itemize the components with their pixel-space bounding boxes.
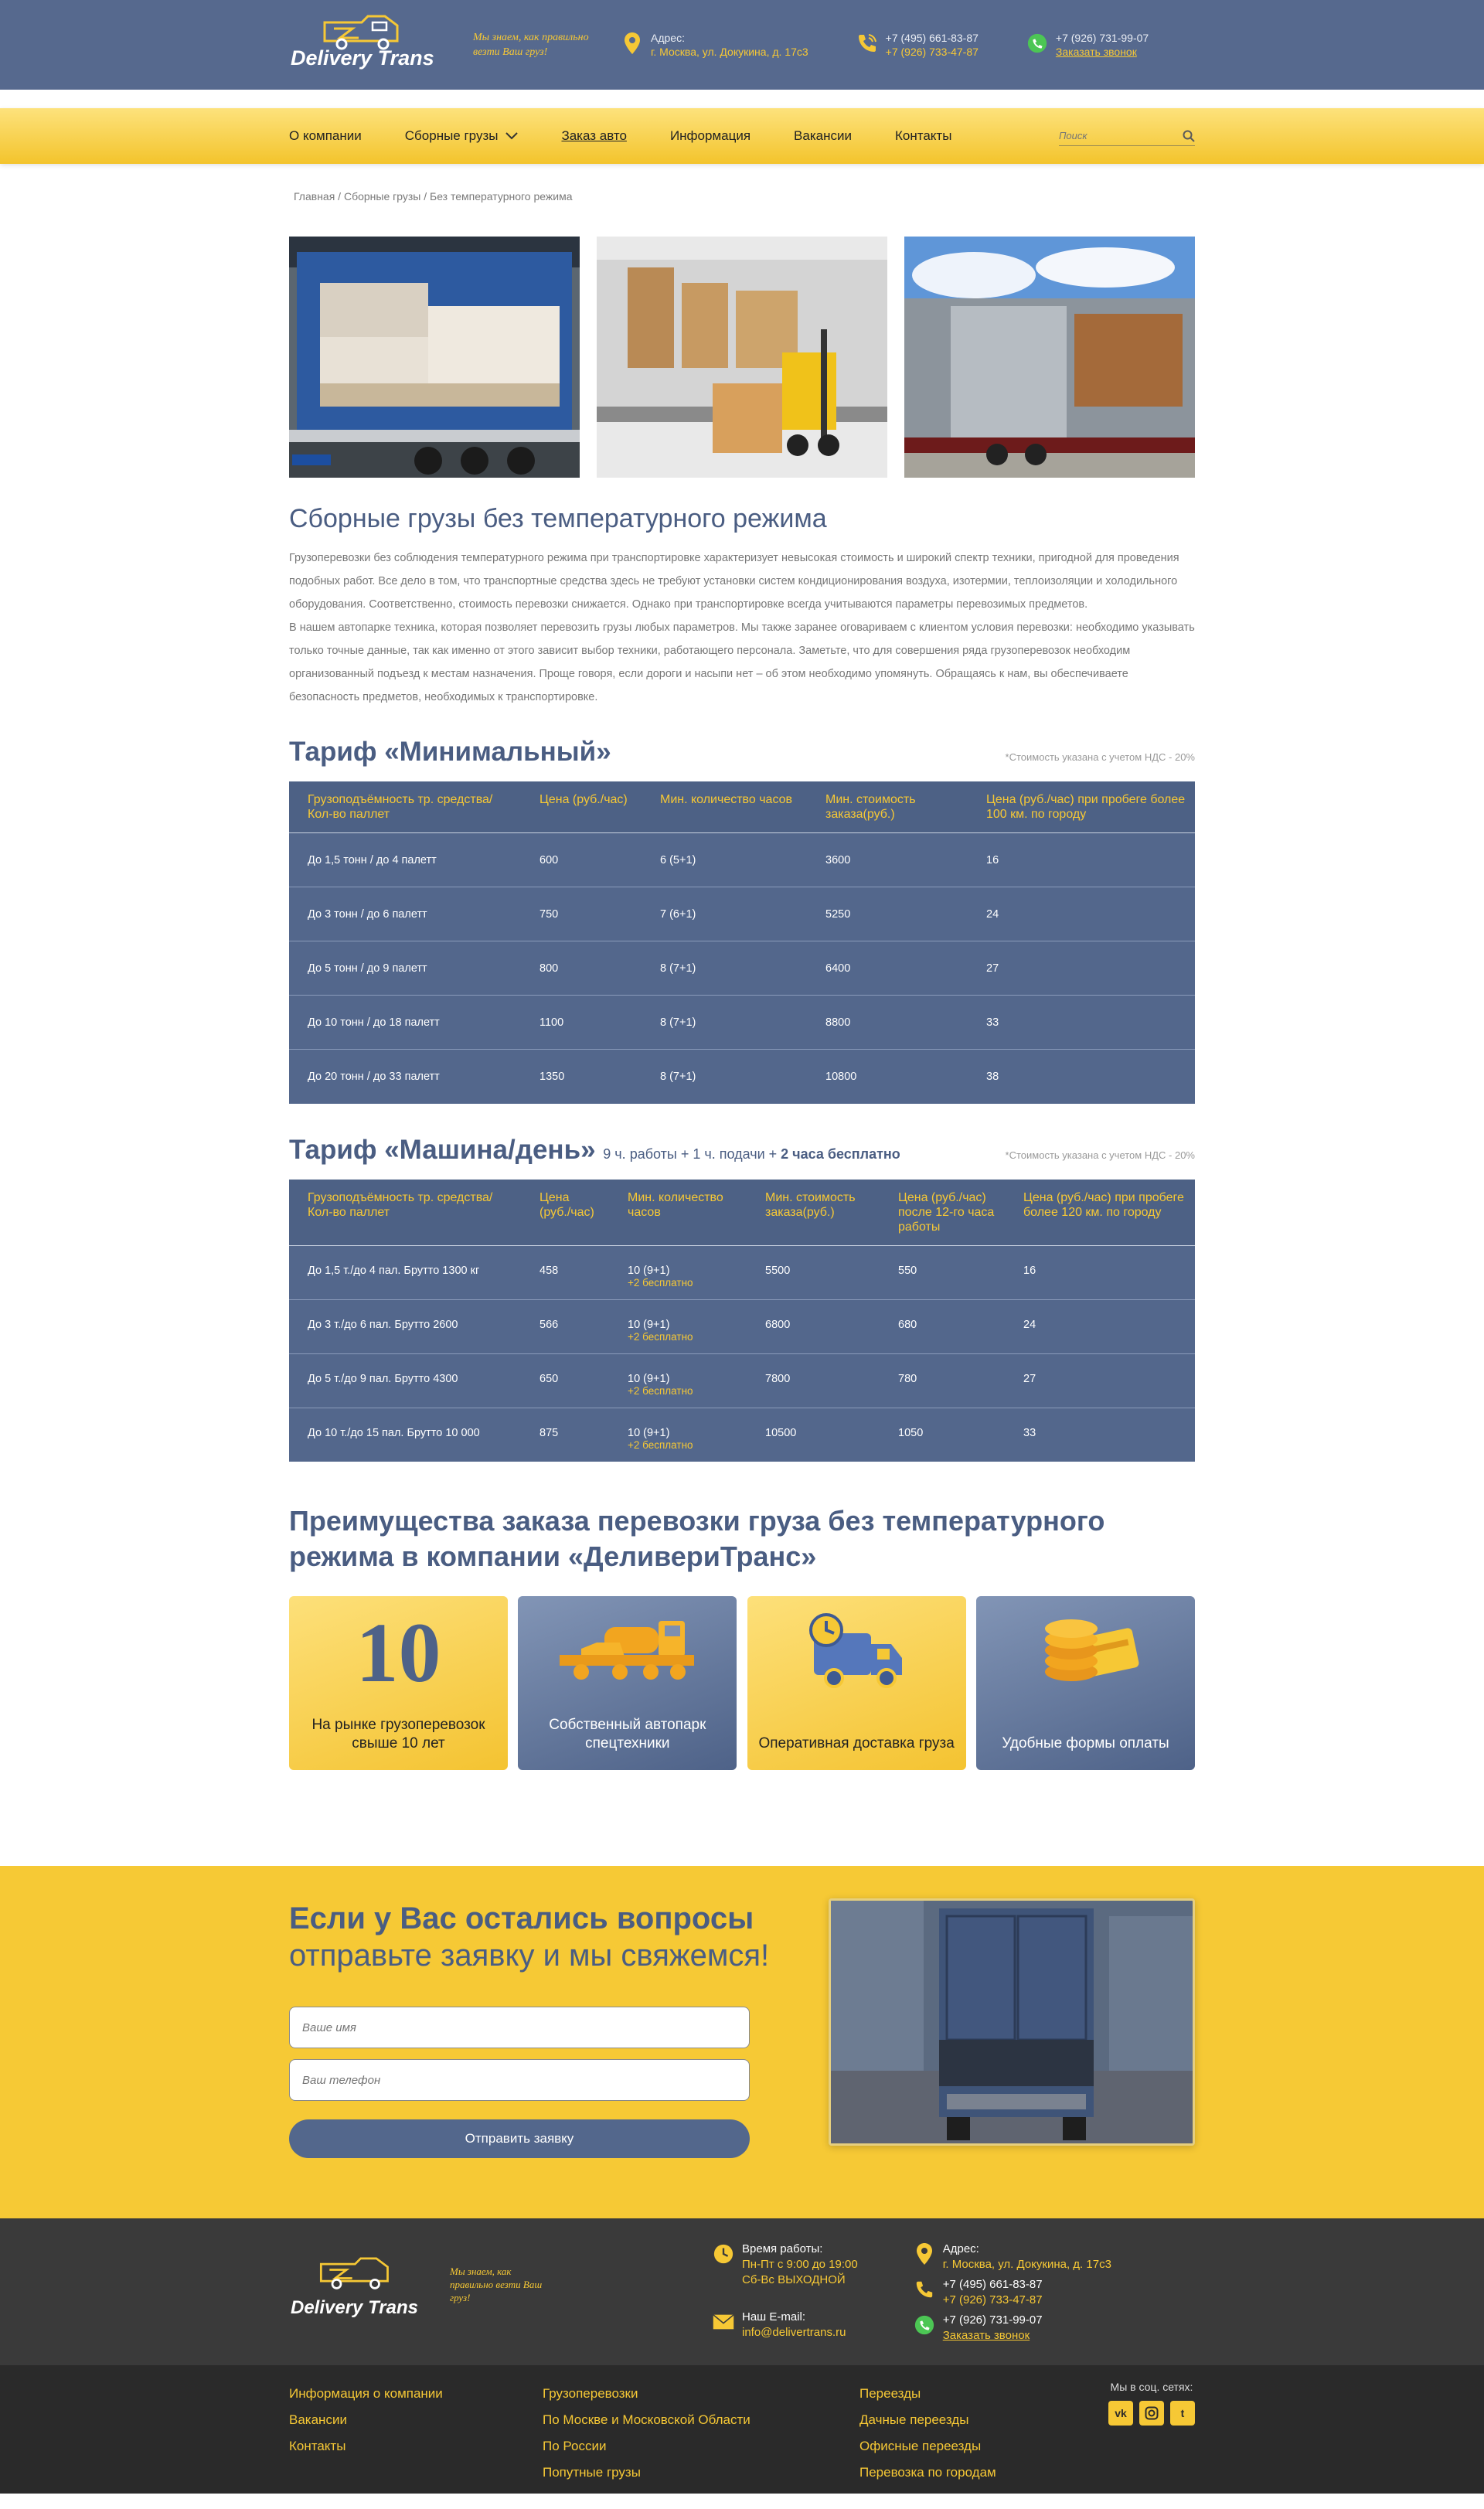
footer-whatsapp: [914, 2313, 1111, 2344]
table-cell: 33: [968, 996, 1195, 1050]
table-cell: До 20 тонн / до 33 палетт: [308, 1070, 440, 1083]
instagram-icon[interactable]: [1139, 2401, 1164, 2426]
phone-icon: [856, 31, 878, 56]
photo-gallery: [289, 237, 1195, 478]
photo-curtain-trailer[interactable]: [904, 237, 1195, 478]
social-label: Мы в соц. сетях:: [1110, 2381, 1193, 2393]
table-cell: 600: [521, 833, 642, 887]
intro-paragraph-2: В нашем автопарке техника, которая позволяет перевозить грузы любых параметров. Мы также заранее оговариваем с клиентом условия перевозки: необходимо указывать только точные данные, так как именно от этого зависит выбор техники, работающего персонала. Заметьте, что для совершения ряда грузоперевозок необходим организованный подъезд к местам назначения. Проще говоря, если дороги и насыпи нет – об этом необходимо упомянуть. Обращаясь к нам, вы обеспечиваете безопасность предметов, необходимых к транспортировке.: [289, 621, 1195, 703]
table-cell: 24: [968, 887, 1195, 941]
tariff2-header: [289, 1135, 1195, 1166]
twitter-icon[interactable]: t: [1170, 2401, 1195, 2426]
tariff2-title: Тариф «Машина/день»: [289, 1134, 596, 1165]
footer-link[interactable]: По России: [543, 2439, 607, 2453]
table-cell: До 5 тонн / до 9 палетт: [289, 941, 521, 996]
nav-consolidated-cargo[interactable]: [405, 128, 519, 144]
table-cell: До 3 т./до 6 пал. Брутто 2600: [289, 1299, 521, 1353]
footer-logo[interactable]: [289, 2242, 436, 2319]
benefit-label: На рынке грузоперевозок свыше 10 лет: [311, 1717, 485, 1752]
table-row: [289, 996, 1195, 1050]
table-cell: 6800: [747, 1299, 880, 1353]
nav-contacts[interactable]: Контакты: [894, 128, 952, 143]
table-cell: 875: [539, 1426, 559, 1439]
whatsapp-icon: [1026, 31, 1048, 56]
table-cell: [609, 1245, 747, 1299]
tariff2-table: [289, 1180, 1195, 1462]
nav-about[interactable]: О компании: [289, 128, 362, 143]
years-number-text: 10: [356, 1605, 441, 1700]
footer-slogan: Мы знаем, как правильно везти Ваш груз!: [450, 2266, 543, 2303]
tariff1-header: [289, 737, 1195, 768]
table-cell: 750: [521, 887, 642, 941]
header-phones: [856, 31, 979, 59]
table-row: [289, 887, 1195, 941]
benefit-card-years: [289, 1596, 508, 1770]
social-links: [1108, 2381, 1195, 2486]
benefit-label: Оперативная доставка груза: [758, 1735, 955, 1752]
tariff2-vat-note: *Стоимость указана с учетом НДС - 20%: [1005, 1149, 1195, 1161]
intro-paragraph-1: Грузоперевозки без соблюдения температурного режима при транспортировке характеризует невысокая стоимость и широкий спектр техники, пригодной для проведения подобных работ. Все дело в том, что транспортные средства здесь не требуют установки систем кондиционирования воздуха, изотермии, теплоизоляции и холодильного оборудования. Соответственно, стоимость перевозки снижается. Однако при транспортировке всегда учитываются параметры перевозимых предметов.: [289, 552, 1179, 611]
table-cell: До 3 тонн / до 6 палетт: [289, 887, 521, 941]
cta-truck-photo: [829, 1898, 1195, 2146]
years-number: [289, 1605, 508, 1700]
benefit-label: Собственный автопарк спецтехники: [549, 1717, 706, 1752]
table-cell: До 10 т./до 15 пал. Брутто 10 000: [308, 1426, 480, 1439]
submit-request-button[interactable]: Отправить заявку: [289, 2119, 750, 2158]
table-cell: До 10 тонн / до 18 палетт: [289, 996, 521, 1050]
table-cell: 7800: [747, 1353, 880, 1408]
callback-link[interactable]: Заказать звонок: [942, 2329, 1030, 2342]
phone-1[interactable]: +7 (495) 661-83-87: [942, 2278, 1043, 2291]
clock-icon: [713, 2242, 734, 2266]
table-cell: [609, 1408, 747, 1462]
benefits-cards: [289, 1596, 1195, 1770]
footer-link[interactable]: Контакты: [289, 2439, 346, 2453]
address-value: г. Москва, ул. Докукина, д. 17с3: [942, 2258, 1111, 2271]
nav-consolidated-cargo-label: Сборные грузы: [404, 128, 499, 143]
photo-forklift[interactable]: [597, 237, 887, 478]
table-header: Грузоподъёмность тр. средства/ Кол-во паллет: [289, 1180, 521, 1246]
benefits-title: Преимущества заказа перевозки груза без температурного режима в компании «ДеливериТранс»: [289, 1505, 1105, 1572]
table-cell: 8800: [807, 996, 968, 1050]
location-pin-icon: [621, 31, 643, 56]
free-hours-note: +2 бесплатно: [628, 1276, 693, 1289]
hours-weekdays: Пн-Пт с 9:00 до 19:00: [742, 2258, 858, 2271]
hours-label: Время работы:: [742, 2242, 823, 2255]
photo-truck-loaded[interactable]: [289, 237, 580, 478]
footer-logo-text: Delivery Trans: [291, 2297, 418, 2318]
table-cell: 27: [1005, 1353, 1195, 1408]
header-bar: [0, 0, 1484, 90]
footer-links-cargo: [543, 2381, 859, 2486]
footer-link[interactable]: Дачные переезды: [859, 2412, 969, 2427]
table-cell: 6400: [807, 941, 968, 996]
table-cell: 8 (7+1): [660, 1070, 696, 1083]
coins-card-icon: [976, 1610, 1195, 1695]
cta-title: Если у Вас остались вопросы: [289, 1901, 754, 1935]
slogan: Мы знаем, как правильно везти Ваш груз!: [473, 32, 589, 58]
table-header: Мин. количество часов: [609, 1180, 747, 1246]
phone-icon: [914, 2277, 935, 2302]
benefit-card-delivery: [747, 1596, 966, 1770]
nav-info[interactable]: Информация: [669, 128, 751, 143]
table-cell: [609, 1353, 747, 1408]
table-cell: 1100: [521, 996, 642, 1050]
table-header: Мин. стоимость заказа(руб.): [807, 781, 968, 833]
hours-value: 10 (9+1): [628, 1372, 670, 1385]
footer-link[interactable]: Попутные грузы: [543, 2465, 641, 2480]
page-title: Сборные грузы без температурного режима: [289, 504, 827, 533]
benefit-card-fleet: [518, 1596, 737, 1770]
mail-icon: [713, 2310, 734, 2334]
breadcrumb[interactable]: Главная / Сборные грузы / Без температурного режима: [294, 190, 573, 203]
table-row: [289, 941, 1195, 996]
phone-2[interactable]: +7 (926) 733-47-87: [885, 46, 979, 58]
cta-subtitle: отправьте заявку и мы свяжемся!: [289, 1939, 770, 1973]
table-cell: 800: [521, 941, 642, 996]
search-box: [1059, 126, 1195, 146]
phone-1[interactable]: +7 (495) 661-83-87: [885, 32, 979, 44]
tariff1-vat-note: *Стоимость указана с учетом НДС - 20%: [1005, 751, 1195, 763]
table-cell: До 5 т./до 9 пал. Брутто 4300: [289, 1353, 521, 1408]
tariff2-heading: [289, 1135, 900, 1166]
table-cell: 10500: [765, 1426, 797, 1439]
table-cell: 1350: [539, 1070, 565, 1083]
table-row: [289, 1408, 1195, 1462]
contact-request-section: [0, 1866, 1484, 2218]
vk-icon[interactable]: vk: [1108, 2401, 1133, 2426]
whatsapp-phone[interactable]: +7 (926) 731-99-07: [1055, 32, 1149, 44]
table-cell: 780: [880, 1353, 1005, 1408]
footer-link[interactable]: Переезды: [859, 2386, 921, 2401]
tariff2-subtitle-b: 2 часа бесплатно: [781, 1146, 900, 1162]
address-label: Адрес:: [651, 32, 685, 44]
free-hours-note: +2 бесплатно: [628, 1384, 693, 1397]
benefit-label: Удобные формы оплаты: [1002, 1735, 1169, 1752]
footer-links-company: [289, 2381, 543, 2486]
intro-text: [289, 546, 1195, 709]
search-input[interactable]: [1059, 130, 1167, 141]
footer-email: [713, 2310, 858, 2340]
table-cell: 3600: [807, 833, 968, 887]
footer-hours-email: [713, 2242, 858, 2340]
email-label: Наш E-mail:: [742, 2310, 806, 2323]
name-input[interactable]: [289, 2007, 750, 2048]
social-icons: [1108, 2401, 1195, 2426]
table-header: Цена (руб./час) после 12-го часа работы: [880, 1180, 1005, 1246]
tariff1-title: Тариф «Минимальный»: [289, 737, 611, 767]
footer-link[interactable]: Перевозка по городам: [859, 2465, 996, 2480]
clock-truck-icon: [747, 1610, 966, 1695]
hours-value: 10 (9+1): [628, 1264, 670, 1277]
footer-hours: [713, 2242, 858, 2288]
table-cell: 458: [521, 1245, 609, 1299]
table-header: Цена (руб./час) при пробеге более 100 км. по городу: [968, 781, 1195, 833]
contact-form: [289, 1898, 769, 2158]
main-nav: [0, 108, 1484, 164]
tariff1-table: [289, 781, 1195, 1104]
footer-link[interactable]: Информация о компании: [289, 2386, 443, 2401]
table-cell: 10800: [825, 1070, 857, 1083]
address-value: г. Москва, ул. Докукина, д. 17с3: [651, 46, 808, 58]
table-cell: 8 (7+1): [642, 941, 807, 996]
footer-links-moving: [859, 2381, 996, 2486]
table-cell: 5250: [807, 887, 968, 941]
nav-vacancies[interactable]: Вакансии: [794, 128, 852, 143]
table-cell: 33: [1023, 1426, 1036, 1439]
chevron-down-icon: [505, 132, 518, 140]
tariff2-subtitle-a: 9 ч. работы + 1 ч. подачи +: [603, 1146, 781, 1162]
location-pin-icon: [914, 2242, 935, 2266]
hours-value: 10 (9+1): [628, 1318, 670, 1331]
header-whatsapp: [1026, 31, 1149, 59]
search-icon[interactable]: [1183, 130, 1195, 142]
table-header: Мин. количество часов: [642, 781, 807, 833]
hours-weekend: Сб-Вс ВЫХОДНОЙ: [742, 2273, 846, 2286]
table-cell: 8 (7+1): [642, 996, 807, 1050]
footer-link[interactable]: Офисные переезды: [859, 2439, 982, 2453]
whatsapp-phone[interactable]: +7 (926) 731-99-07: [942, 2313, 1043, 2327]
benefit-card-payment: [976, 1596, 1195, 1770]
tariff2-subtitle: [603, 1146, 900, 1162]
table-cell: 27: [968, 941, 1195, 996]
table-row: [289, 1299, 1195, 1353]
phone-2[interactable]: +7 (926) 733-47-87: [942, 2293, 1043, 2306]
footer-contacts: [914, 2242, 1111, 2344]
footer-bottom: [0, 2365, 1484, 2494]
table-row: [289, 1353, 1195, 1408]
table-header: Цена (руб./час): [521, 1180, 609, 1246]
table-cell: 38: [986, 1070, 999, 1083]
logo-text: Delivery Trans: [291, 46, 434, 70]
table-cell: 650: [521, 1353, 609, 1408]
email-value[interactable]: info@delivertrans.ru: [742, 2326, 846, 2339]
table-cell: [609, 1299, 747, 1353]
footer-link[interactable]: По Москве и Московской Области: [543, 2412, 751, 2427]
table-cell: До 1,5 т./до 4 пал. Брутто 1300 кг: [289, 1245, 521, 1299]
header-address: [621, 31, 808, 59]
footer-top: [0, 2218, 1484, 2365]
table-cell: До 1,5 тонн / до 4 палетт: [289, 833, 521, 887]
table-cell: 16: [1005, 1245, 1195, 1299]
hours-value: 10 (9+1): [628, 1426, 670, 1439]
table-cell: 7 (6+1): [642, 887, 807, 941]
table-cell: 24: [1005, 1299, 1195, 1353]
phone-input[interactable]: [289, 2059, 750, 2101]
callback-link[interactable]: Заказать звонок: [1055, 46, 1137, 58]
table-cell: 550: [880, 1245, 1005, 1299]
nav-order-car[interactable]: Заказ авто: [561, 128, 627, 143]
table-cell: 566: [521, 1299, 609, 1353]
table-cell: 680: [880, 1299, 1005, 1353]
logo[interactable]: [289, 10, 454, 80]
table-header: Мин. стоимость заказа(руб.): [747, 1180, 880, 1246]
table-row: [289, 1245, 1195, 1299]
table-row: [289, 1050, 1195, 1104]
footer-link[interactable]: Вакансии: [289, 2412, 347, 2427]
table-header: Цена (руб./час): [521, 781, 642, 833]
trucks-icon: [518, 1610, 737, 1695]
table-cell: 6 (5+1): [642, 833, 807, 887]
table-cell: 16: [968, 833, 1195, 887]
free-hours-note: +2 бесплатно: [628, 1330, 693, 1343]
table-row: [289, 833, 1195, 887]
footer-address: [914, 2242, 1111, 2272]
table-cell: 1050: [898, 1426, 924, 1439]
table-cell: 5500: [747, 1245, 880, 1299]
address-label: Адрес:: [942, 2242, 979, 2255]
table-header: Цена (руб./час) при пробеге более 120 км. по городу: [1005, 1180, 1195, 1246]
logo-truck-icon: [315, 2255, 400, 2293]
table-header: Грузоподъёмность тр. средства/ Кол-во паллет: [289, 781, 521, 833]
footer-phones: [914, 2277, 1111, 2308]
whatsapp-icon: [914, 2313, 935, 2337]
footer-link[interactable]: Грузоперевозки: [543, 2386, 638, 2401]
free-hours-note: +2 бесплатно: [628, 1438, 693, 1451]
